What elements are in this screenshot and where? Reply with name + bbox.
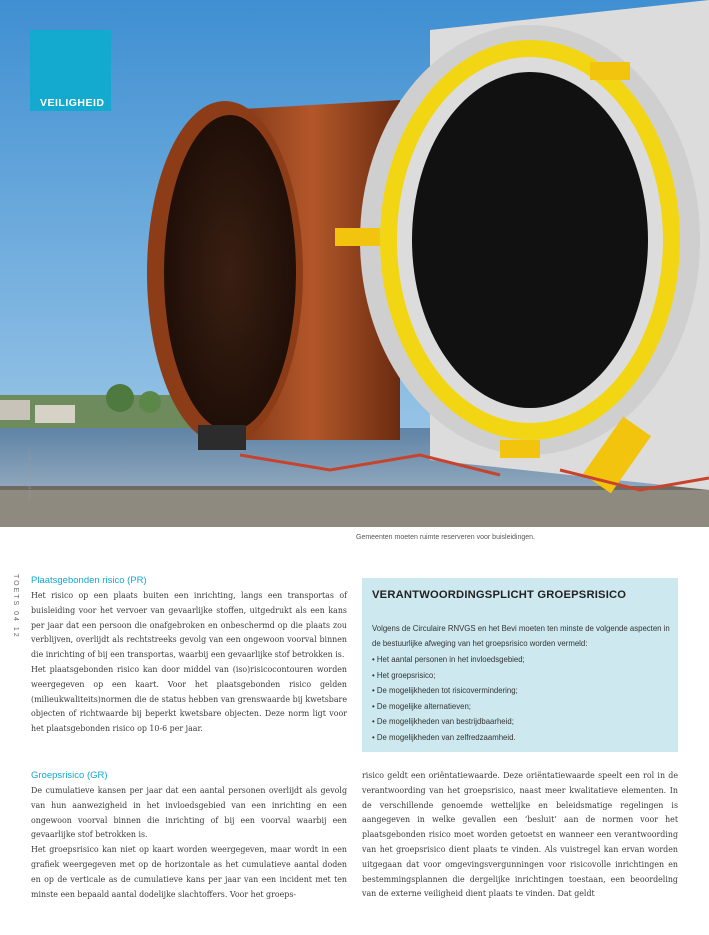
gr-heading: Groepsrisico (GR) (31, 770, 108, 781)
gr-paragraph-2: Het groepsrisico kan niet op kaart worden weergegeven, maar wordt in een grafiek weergegeven met op de horizontale as het cumulatieve aantal doden en op de verticale as de cumulatieve kans per jaar van een incident met ten minste een bepaald aantal dodelijke slachtoffers. Voor het groeps- (31, 845, 347, 899)
photo-caption: Gemeenten moeten ruimte reserveren voor buisleidingen. (356, 534, 535, 541)
info-box-intro: Volgens de Circulaire RNVGS en het Bevi moeten ten minste de volgende aspecten in de bestuurlijke afweging van het groepsrisico worden vermeld: (372, 624, 670, 648)
pr-paragraph-1: Het risico op een plaats buiten een inrichting, langs een transportas of buisleiding voor het vervoer van gevaarlijke stoffen, uitgedrukt als een kans per jaar dat een persoon die onafgebroken en onbeschermd op die plaats zou verblijven, overlijdt als rechtstreeks gevolg van een ongewoon voorval binnen die inrichting of bij een transportas, waarbij een gevaarlijke stof betrokken is. (31, 591, 347, 660)
info-box (362, 578, 678, 752)
info-box-title: VERANTWOORDINGSPLICHT GROEPSRISICO (372, 589, 627, 601)
list-item: • De mogelijkheden tot risicovermindering; (372, 683, 525, 699)
pr-paragraph-2: Het plaatsgebonden risico kan door middel van (iso)risicocontouren worden weergegeven op een kaart. Voor het plaatsgebonden risico gelden (milieukwaliteits)normen die de status hebben van grenswaarde bij kwetsbare objecten of richtwaarde bij beperkt kwetsbare objecten. Deze norm ligt voor het plaatsgebonden risico op 10-6 per jaar. (31, 664, 347, 734)
list-item: • De mogelijke alternatieven; (372, 699, 525, 715)
list-item: • Het groepsrisico; (372, 668, 525, 684)
section-tag (30, 30, 111, 111)
pr-section (31, 574, 347, 737)
pr-heading: Plaatsgebonden risico (PR) (31, 575, 147, 586)
gr-paragraph-1: De cumulatieve kansen per jaar dat een aantal personen overlijdt als gevolg van hun aanwezigheid in het invloedsgebied van een inrichting en een ongewoon voorval binnen die inrichting of bij een voorval waarbij een gevaarlijke stof betrokken is. (31, 786, 347, 840)
list-item: • De mogelijkheden van bestrijdbaarheid; (372, 714, 525, 730)
list-item: • De mogelijkheden van zelfredzaamheid. (372, 730, 525, 746)
continued-paragraph: risico geldt een oriëntatiewaarde. Deze oriëntatiewaarde speelt een rol in de verantwoording van het groepsrisico, naast meer kwalitatieve elementen. In de verschillende genoemde wettelijke en beleidsmatige regelingen is aangegeven in welke gevallen een ‘besluit’ aan de normen voor het plaatsgebonden risico moet worden getoetst en wanneer een verantwoording van het groepsrisico dient plaats te vinden. Als vuistregel kan ervan worden uitgegaan dat voor omgevingsvergunningen voor risicovolle inrichtingen en bestemmingsplannen die dergelijke inrichtingen toestaan, een beoordeling van de externe veiligheid dient plaats te vinden. Dat geldt (362, 771, 678, 899)
info-box-list (372, 652, 525, 745)
journal-issue-label: TOETS 04 12 (12, 574, 19, 639)
photo-credit: FOTO: PETER BRIJ (27, 447, 32, 500)
list-item: • Het aantal personen in het invloedsgebied; (372, 652, 525, 668)
continued-section (362, 769, 678, 902)
section-tag-label: VEILIGHEID (40, 97, 105, 109)
gr-section (31, 769, 347, 902)
